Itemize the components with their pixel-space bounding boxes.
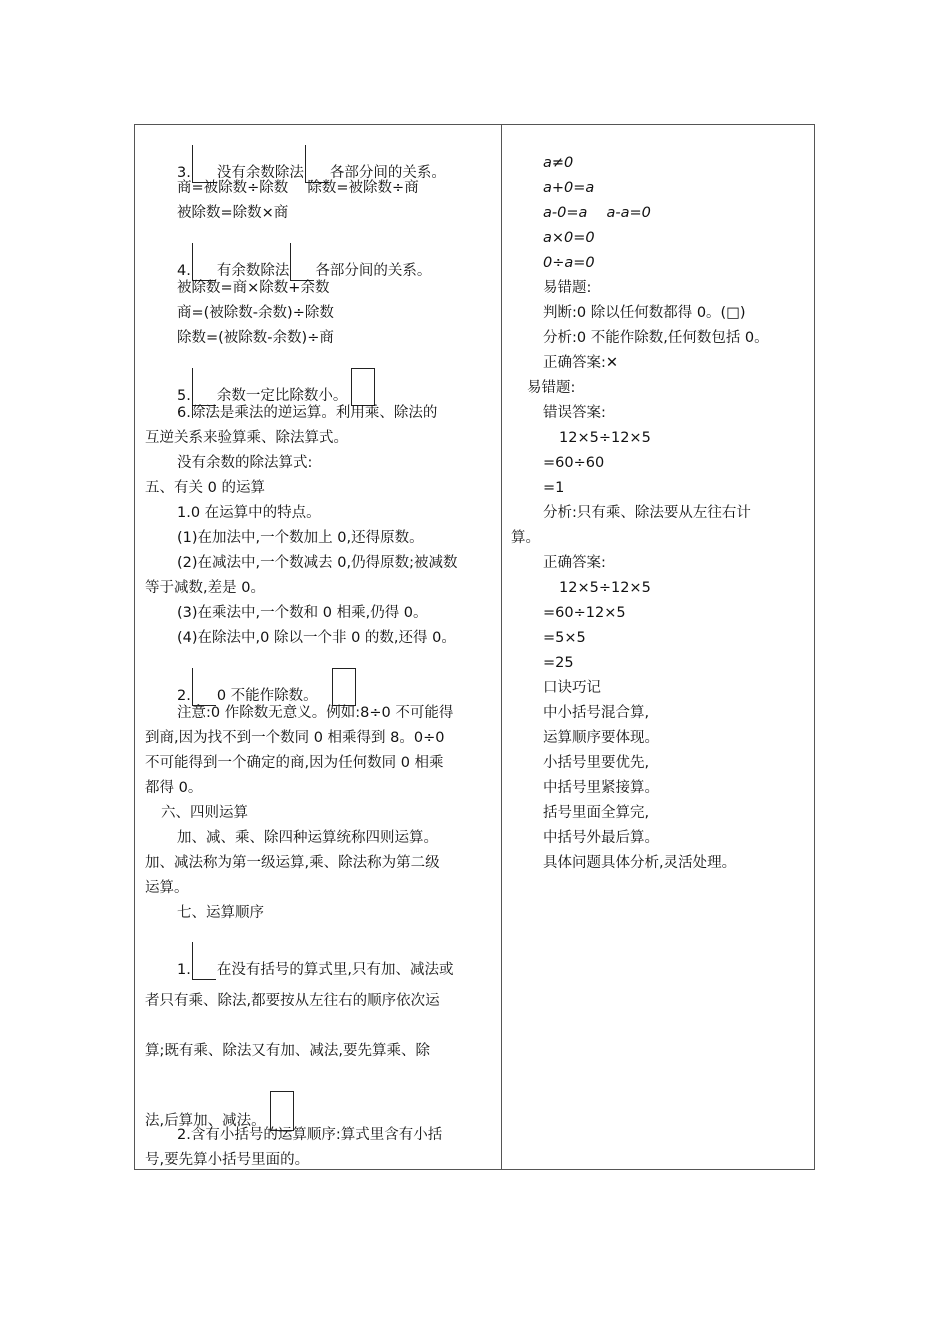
left-line: 法,后算加、减法。	[145, 1091, 295, 1131]
blank-box	[192, 243, 216, 281]
left-line: 1. 在没有括号的算式里,只有加、减法或	[177, 942, 453, 980]
right-line: 运算顺序要体现。	[543, 730, 659, 746]
blank-box	[192, 942, 216, 980]
right-line: 分析:只有乘、除法要从左往右计	[543, 505, 751, 521]
content-table	[134, 124, 815, 1170]
section-heading: 七、运算顺序	[177, 905, 264, 921]
right-line: 算。	[511, 530, 540, 546]
right-line: 具体问题具体分析,灵活处理。	[543, 855, 737, 871]
right-line: =60÷60	[543, 455, 605, 471]
left-line: (1)在加法中,一个数加上 0,还得原数。	[177, 530, 424, 546]
right-line: =5×5	[543, 630, 586, 646]
left-line: (3)在乘法中,一个数和 0 相乘,仍得 0。	[177, 605, 428, 621]
right-line: =1	[543, 480, 565, 496]
right-line: 易错题:	[543, 280, 592, 296]
left-line: 都得 0。	[145, 780, 203, 796]
section-heading: 五、有关 0 的运算	[145, 480, 265, 496]
left-line: (2)在减法中,一个数减去 0,仍得原数;被减数	[177, 555, 458, 571]
left-line: 不可能得到一个确定的商,因为任何数同 0 相乘	[145, 755, 444, 771]
right-line: a≠0	[543, 155, 574, 171]
left-line: 除数=(被除数-余数)÷商	[177, 330, 334, 346]
left-line: 加、减法称为第一级运算,乘、除法称为第二级	[145, 855, 440, 871]
right-line: 0÷a=0	[543, 255, 595, 271]
left-line: 2. 0 不能作除数。	[177, 668, 357, 706]
right-line: 判断:0 除以任何数都得 0。(□)	[543, 305, 746, 321]
right-line: 12×5÷12×5	[559, 430, 651, 446]
left-line: 6.除法是乘法的逆运算。利用乘、除法的	[177, 405, 438, 421]
left-line: (4)在除法中,0 除以一个非 0 的数,还得 0。	[177, 630, 456, 646]
right-line: 小括号里要优先,	[543, 755, 650, 771]
column-divider	[501, 125, 502, 1169]
right-line: a-0=a a-a=0	[543, 205, 651, 221]
left-line: 加、减、乘、除四种运算统称四则运算。	[177, 830, 438, 846]
left-line: 注意:0 作除数无意义。例如:8÷0 不可能得	[177, 705, 454, 721]
left-line: 5. 余数一定比除数小。	[177, 368, 376, 406]
left-line: 1.0 在运算中的特点。	[177, 505, 321, 521]
right-line: 分析:0 不能作除数,任何数包括 0。	[543, 330, 769, 346]
right-line: 12×5÷12×5	[559, 580, 651, 596]
left-line: 商=(被除数-余数)÷除数	[177, 305, 334, 321]
left-line: 运算。	[145, 880, 189, 896]
left-line: 没有余数的除法算式:	[177, 455, 313, 471]
left-line: 到商,因为找不到一个数同 0 相乘得到 8。0÷0	[145, 730, 445, 746]
right-line: 口诀巧记	[543, 680, 601, 696]
left-line: 4. 有余数除法 各部分间的关系。	[177, 243, 431, 281]
right-line: 正确答案:	[543, 555, 606, 571]
right-line: 中括号里紧接算。	[543, 780, 659, 796]
right-line: 易错题:	[527, 380, 576, 396]
left-line: 商=被除数÷除数 除数=被除数÷商	[177, 180, 419, 196]
right-line: 正确答案:✕	[543, 355, 619, 371]
right-line: a×0=0	[543, 230, 595, 246]
blank-box	[332, 668, 356, 706]
section-heading: 六、四则运算	[161, 805, 248, 821]
left-line: 号,要先算小括号里面的。	[145, 1152, 310, 1168]
blank-box	[192, 668, 216, 706]
right-line: 错误答案:	[543, 405, 606, 421]
blank-box	[351, 368, 375, 406]
left-line: 者只有乘、除法,都要按从左往右的顺序依次运	[145, 993, 440, 1009]
left-line: 被除数=商×除数+余数	[177, 280, 330, 296]
left-line: 等于减数,差是 0。	[145, 580, 265, 596]
right-line: a+0=a	[543, 180, 595, 196]
right-line: 中小括号混合算,	[543, 705, 650, 721]
right-line: =60÷12×5	[543, 605, 626, 621]
blank-box	[192, 368, 216, 406]
right-line: 中括号外最后算。	[543, 830, 659, 846]
blank-box	[290, 243, 314, 281]
left-line: 2.含有小括号的运算顺序:算式里含有小括	[177, 1127, 443, 1143]
right-line: 括号里面全算完,	[543, 805, 650, 821]
left-line: 算;既有乘、除法又有加、减法,要先算乘、除	[145, 1043, 430, 1059]
left-line: 被除数=除数×商	[177, 205, 289, 221]
left-line: 3. 没有余数除法 各部分间的关系。	[177, 145, 446, 183]
left-line: 互逆关系来验算乘、除法算式。	[145, 430, 348, 446]
right-line: =25	[543, 655, 574, 671]
